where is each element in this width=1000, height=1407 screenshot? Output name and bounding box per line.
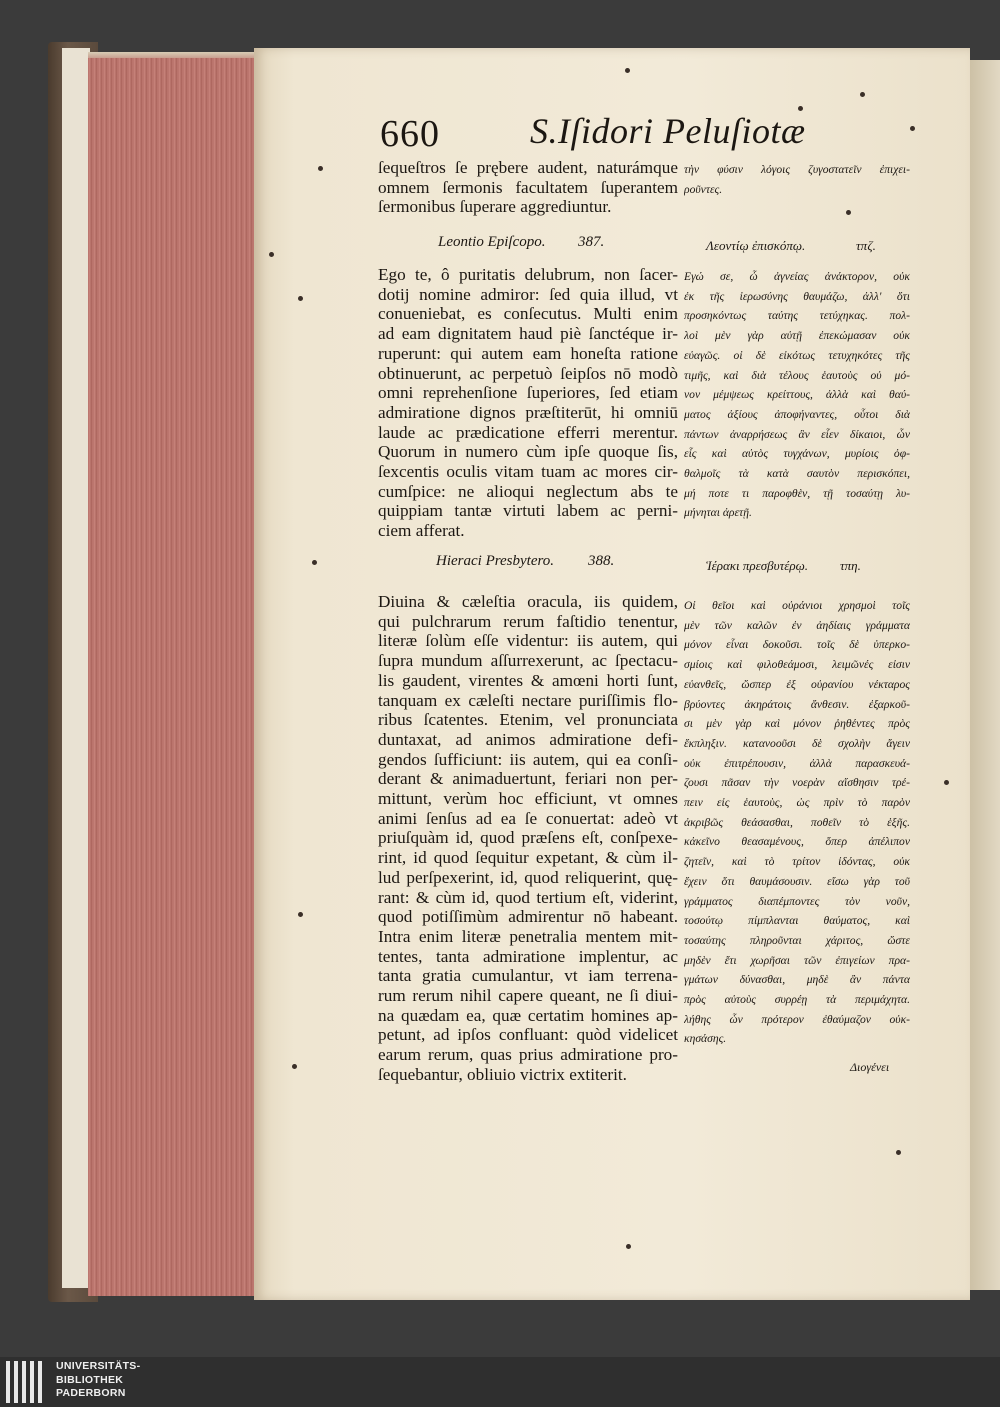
wormhole — [896, 1150, 901, 1155]
latin-text-line: rum rerum nihil capere queant, ne ſi diui- — [378, 986, 678, 1006]
latin-text-line: rant: & cùm id, quod tertium eſt, viderint, — [378, 887, 678, 907]
library-name-line: PADERBORN — [56, 1387, 126, 1399]
greek-text-line: εὐαγῶς. οἱ δὲ εἰκότως τετυχηκότες τῆς — [684, 348, 910, 362]
greek-number-387: τπζ. — [856, 238, 876, 253]
library-footer — [0, 1357, 1000, 1407]
wormhole — [625, 68, 630, 73]
greek-text-line: προσηκόντως ταύτης τετύχηκας. πολ- — [684, 309, 910, 323]
red-page-edges — [88, 58, 258, 1296]
latin-text-line: quippiam tantæ virtuti labem ac perni- — [378, 501, 678, 521]
latin-text-line: lud perſpexerint, id, quod reliquerint, quę- — [378, 867, 678, 887]
latin-text-line: ribus ſcatentes. Etenim, vel pronunciata — [378, 710, 678, 730]
running-title: S.Iſidori Peluſiotæ — [530, 111, 806, 151]
greek-text-line: ἔχειν ὅτι θαυμάσουσιν. εἴσω γὰρ τοῦ — [684, 874, 910, 888]
catchword: Διογένει — [850, 1060, 890, 1074]
latin-text-line: ad eam dignitatem haud piè ſanctéque ir- — [378, 324, 678, 344]
greek-text-line: τοσούτῳ πίμπλανται θαύματος, καὶ — [684, 914, 910, 928]
greek-text-line: ἐκ τῆς ἱερωσύνης θαυμάζω, ἀλλ' ὅτι — [684, 289, 910, 303]
latin-intro-block — [378, 158, 678, 217]
wormhole — [318, 166, 323, 171]
greek-text-line: ρoῦντες. — [684, 182, 723, 196]
library-name — [56, 1360, 140, 1401]
greek-text-line: μηδὲν ἔτι χωρῆσαι τῶν ἐπιγείων πρα- — [684, 953, 910, 967]
latin-heading-388: Hieraci Presbytero. — [436, 553, 555, 569]
latin-text-line: lis gaudent, virentes & amœni horti ſunt, — [378, 670, 678, 690]
greek-text-line: σμίοις καὶ φιλοθεάμοσι, λειμῶνές εἰσιν — [684, 658, 910, 672]
greek-text-387 — [684, 267, 910, 523]
latin-text-line: ſexcentis oculis vitam tuam ac mores cir- — [378, 462, 678, 482]
greek-text-line: οὐκ ἐπιτρέπουσιν, ἀλλὰ παρασκευά- — [684, 756, 910, 770]
library-name-line: UNIVERSITÄTS- — [56, 1360, 141, 1372]
greek-text-line: ζητεῖν, καὶ τὸ τρίτον ἰδόντας, οὐκ — [684, 855, 910, 869]
greek-text-line: λήθης ὧν πρότερον ἐθαύμαζον οὐκ- — [684, 1012, 910, 1026]
latin-text-line: earum rerum, quas prius admiratione pro- — [378, 1045, 678, 1065]
latin-text-line: ſequebantur, obliuio victrix extiterit. — [378, 1064, 627, 1084]
latin-text-line: rint, id quod ſequitur expetant, & cùm il- — [378, 848, 678, 868]
latin-text-line: duntaxat, ad animos admiratione defi- — [378, 729, 678, 749]
latin-text-line: gendos ſufficiunt: iis autem, qui ea conſi- — [378, 749, 678, 769]
wormhole — [944, 780, 949, 785]
library-name-line: BIBLIOTHEK — [56, 1373, 124, 1386]
greek-text-388 — [684, 596, 910, 1049]
latin-text-line: tanquam ex cæleſti nectare puriſſimis flo- — [378, 690, 678, 710]
greek-text-line: εὐανθεῖς, ὥσπερ ἐξ οὐρανίου νέκταρος — [684, 677, 910, 691]
page-block-edge — [62, 48, 90, 1288]
greek-text-line: βρύοντες ἀκηράτοις ἄνθεσιν. ἐξαρκοῦ- — [684, 697, 910, 711]
latin-text-line: admiratione dignos præſtiterūt, hi omniū — [378, 402, 678, 422]
wormhole — [798, 106, 803, 111]
wormhole — [269, 252, 274, 257]
latin-text-line: omnem ſermonis facultatem ſuperantem — [378, 177, 678, 197]
latin-text-line: quod potiſſimùm admirentur nō habeant. — [378, 907, 678, 927]
greek-text-line: μήνηται ἀρετῇ. — [684, 506, 752, 520]
latin-heading-387: Leontio Epiſcopo. — [438, 234, 546, 250]
greek-text-line: κἀκεῖνο θεασαμένους, ὅπερ ἀπέλιπον — [684, 835, 910, 849]
latin-text-line: priuſquàm id, quod præſens eſt, conſpexe- — [378, 828, 678, 848]
facing-page-edge — [968, 60, 1000, 1290]
latin-text-line: Ego te, ô puritatis delubrum, non ſacer- — [378, 265, 678, 284]
latin-text-line: obtinuerunt, ac perpetuò ſeipſos nō modò — [378, 363, 678, 383]
greek-text-line: ἀκριβῶς θεάσασθαι, ποθεῖν τὸ ἑξῆς. — [684, 815, 910, 829]
wormhole — [626, 1244, 631, 1249]
latin-text-line: qui pulchrarum rerum faſtidio tenentur, — [378, 611, 678, 631]
latin-text-388 — [378, 592, 678, 1085]
wormhole — [910, 126, 915, 131]
latin-text-line: conueniebat, es conſecutus. Multi enim — [378, 304, 678, 324]
greek-text-line: πάντων ἀναρρήσεως ἂν εἶεν δίκαιοι, ὧν — [684, 427, 910, 441]
greek-text-line: τιμῆς, καὶ διὰ τέλους ἑαυτοὺς οὐ μό- — [684, 368, 910, 382]
greek-text-line: γράμματος διαπέμποντες τὸν νοῦν, — [684, 894, 910, 908]
latin-text-line: Intra enim literæ penetralia mentem mit- — [378, 926, 678, 946]
latin-text-line: Quorum in numero cùm ipſe quoque ſis, — [378, 442, 678, 462]
greek-text-line: μὲν τῶν καλῶν ἐν ἀηδίαις γράμματα — [684, 618, 910, 632]
latin-text-387 — [378, 265, 678, 541]
greek-text-line: πρὸς αὐτοὺς συρρέῃ τὰ περιμάχητα. — [684, 993, 910, 1007]
latin-text-line: dotij nomine admiror: ſed quia illud, vt — [378, 284, 678, 304]
greek-text-line: εἷς καὶ αὐτὸς τυγχάνων, μυρίοις ὀφ- — [684, 447, 910, 461]
page-number: 660 — [380, 113, 440, 155]
latin-text-line: cumſpice: ne alioqui neglectum abs te — [378, 481, 678, 501]
greek-text-line: πειν εἰς ἑαυτοὺς, ὡς πρὶν τὸ παρὸν — [684, 796, 910, 810]
latin-number-388: 388. — [588, 553, 615, 569]
wormhole — [298, 296, 303, 301]
greek-text-line: τὴν φύσιν λόγοις ζυγοστατεῖν ἐπιχει- — [684, 163, 910, 176]
greek-text-line: σι μὲν γὰρ καὶ μόνον ῥηθέντες πρὸς — [684, 717, 910, 731]
greek-heading-388: Ἱέρακι πρεσβυτέρῳ. — [706, 558, 809, 573]
latin-text-line: mittunt, verùm hoc efficiunt, vt omnes — [378, 789, 678, 809]
wormhole — [846, 210, 851, 215]
wormhole — [298, 912, 303, 917]
latin-number-387: 387. — [578, 234, 605, 250]
latin-text-line: omni reprehenſione ſuperiores, ſed etiam — [378, 383, 678, 403]
greek-text-line: ζουσι πᾶσαν τὴν νοερὰν αἴσθησιν τρέ- — [684, 776, 910, 790]
greek-number-388: τπη. — [840, 558, 861, 573]
greek-text-line: ἔκπληξιν. κατανοοῦσι δὲ σχολὴν ἄγειν — [684, 736, 910, 750]
latin-text-line: Diuina & cæleſtia oracula, iis quidem, — [378, 592, 678, 611]
latin-text-line: tanta gratia cumulantur, vt iam terrena- — [378, 966, 678, 986]
latin-text-line: derant & animaduertunt, feriari non per- — [378, 769, 678, 789]
greek-text-line: τοσαύτης πληροῦνται χάριτος, ὥστε — [684, 933, 910, 947]
greek-heading-387: Λεοντίῳ ἐπισκόπῳ. — [706, 238, 806, 253]
greek-text-line: ματος ἀξίους ἀποφήναντες, οὗτοι διὰ — [684, 407, 910, 421]
greek-text-line: μή ποτε τι παροφθὲν, τῇ τοσαύτῃ λυ- — [684, 486, 910, 500]
greek-text-line: μόνον εἶναι δοκοῦσι. τοῖς δὲ ὑπερκο- — [684, 638, 910, 652]
greek-text-line: κησάσης. — [684, 1032, 727, 1046]
latin-text-line: ſermonibus ſuperare aggrediuntur. — [378, 197, 612, 217]
latin-text-line: literæ ſolùm eſſe videntur: iis autem, qui — [378, 631, 678, 651]
latin-text-line: ruperunt: qui autem eam honeſta ratione — [378, 343, 678, 363]
wormhole — [292, 1064, 297, 1069]
latin-text-line: tentes, tanta admiratione implentur, ac — [378, 946, 678, 966]
library-logo-icon — [6, 1361, 46, 1403]
wormhole — [312, 560, 317, 565]
latin-text-line: ciem afferat. — [378, 521, 465, 541]
latin-text-line: na quædam ea, quæ certatim homines ap- — [378, 1005, 678, 1025]
greek-text-line: νον μέμψεως κρείττους, ἀλλὰ καὶ θαύ- — [684, 388, 910, 402]
greek-text-line: Εγώ σε, ὦ ἁγνείας ἀνάκτορον, οὐκ — [684, 270, 910, 283]
latin-text-line: laude ac prædicatione efferri merentur. — [378, 422, 678, 442]
greek-text-line: λοὶ μὲν γὰρ αὐτῇ ἐπεκώμασαν οὐκ — [684, 329, 910, 343]
greek-text-line: θαλμοῖς τὰ κατὰ σαυτὸν περισκόπει, — [684, 467, 910, 481]
latin-text-line: ſequeſtros ſe prębere audent, naturámque — [378, 158, 678, 177]
greek-text-line: Οἱ θεῖοι καὶ οὐράνιοι χρησμοὶ τοῖς — [684, 599, 910, 612]
greek-text-line: γμάτων δύνασθαι, μηδὲ ἂν πάντα — [684, 973, 910, 987]
wormhole — [860, 92, 865, 97]
greek-intro-block — [684, 160, 910, 199]
latin-text-line: animi ſenſus ad ea ſe conuertat: adeò vt — [378, 808, 678, 828]
latin-text-line: ſupra mundum aſſurrexerunt, ac ſpectacu- — [378, 651, 678, 671]
latin-text-line: petunt, ad ipſos confluant: quòd videlicet — [378, 1025, 678, 1045]
